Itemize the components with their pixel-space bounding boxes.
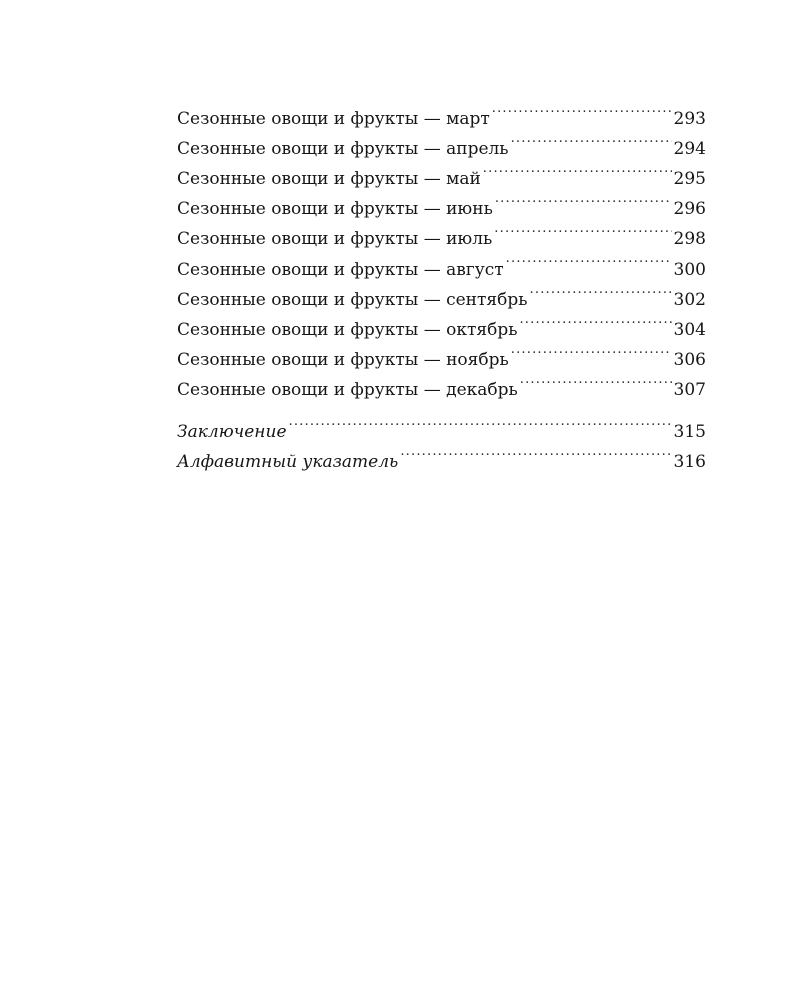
toc-entry-title: Сезонные овощи и фрукты — ноябрь bbox=[177, 349, 509, 370]
toc-entry-page: 307 bbox=[673, 379, 706, 400]
toc-entry-page: 300 bbox=[673, 259, 706, 280]
toc-seasonal-list bbox=[177, 94, 706, 400]
dot-leader bbox=[511, 335, 672, 365]
dot-leader bbox=[495, 184, 672, 214]
toc-entry-conclusion[interactable] bbox=[177, 407, 706, 443]
toc-entry-page: 315 bbox=[673, 422, 706, 443]
toc-entry-title: Сезонные овощи и фрукты — июнь bbox=[177, 199, 493, 220]
toc-entry-page: 294 bbox=[673, 139, 706, 160]
toc-entry-page: 298 bbox=[673, 229, 706, 250]
toc-entry-page: 302 bbox=[673, 289, 706, 310]
dot-leader bbox=[519, 305, 671, 335]
toc-entry-page: 293 bbox=[673, 109, 706, 130]
table-of-contents bbox=[177, 94, 706, 473]
dot-leader bbox=[506, 244, 672, 274]
dot-leader bbox=[520, 365, 672, 395]
toc-entry-page: 295 bbox=[673, 169, 706, 190]
dot-leader bbox=[400, 437, 671, 467]
dot-leader bbox=[289, 407, 672, 437]
dot-leader bbox=[494, 214, 671, 244]
dot-leader bbox=[530, 275, 672, 305]
dot-leader bbox=[483, 154, 672, 184]
dot-leader bbox=[511, 124, 672, 154]
toc-entry-title: Сезонные овощи и фрукты — август bbox=[177, 259, 504, 280]
dot-leader bbox=[492, 94, 672, 124]
toc-entry-title: Сезонные овощи и фрукты — июль bbox=[177, 229, 493, 250]
toc-entry-title: Сезонные овощи и фрукты — май bbox=[177, 169, 481, 190]
toc-entry-page: 306 bbox=[673, 349, 706, 370]
toc-back-matter-list bbox=[177, 407, 706, 473]
toc-entry-title: Сезонные овощи и фрукты — сентябрь bbox=[177, 289, 528, 310]
toc-entry-page: 296 bbox=[673, 199, 706, 220]
toc-entry-page: 316 bbox=[673, 452, 706, 473]
toc-entry-title: Сезонные овощи и фрукты — октябрь bbox=[177, 319, 518, 340]
toc-entry-title: Сезонные овощи и фрукты — декабрь bbox=[177, 379, 518, 400]
toc-entry-title: Заключение bbox=[177, 422, 287, 443]
toc-entry-march[interactable] bbox=[177, 94, 706, 130]
toc-entry-page: 304 bbox=[673, 319, 706, 340]
toc-entry-title: Сезонные овощи и фрукты — апрель bbox=[177, 139, 509, 160]
toc-entry-title: Сезонные овощи и фрукты — март bbox=[177, 109, 490, 130]
toc-entry-title: Алфавитный указатель bbox=[177, 452, 399, 473]
